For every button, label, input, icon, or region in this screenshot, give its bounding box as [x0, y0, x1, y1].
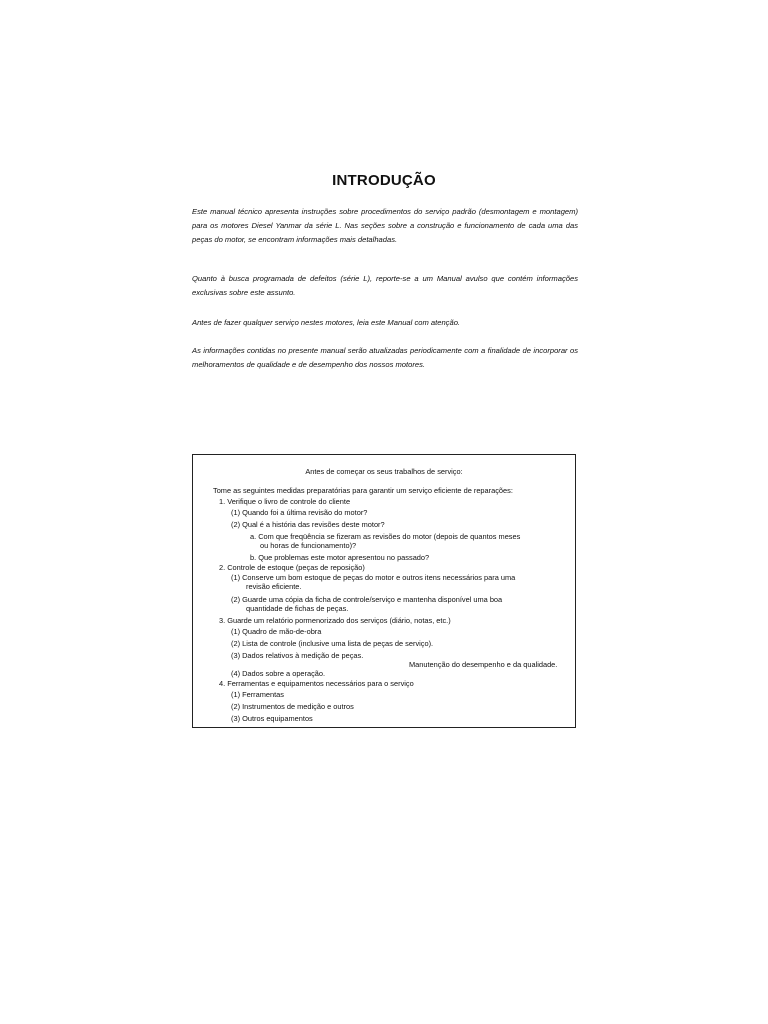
intro-paragraph-3: Antes de fazer qualquer serviço nestes motores, leia este Manual com atenção. [192, 318, 461, 327]
section-4-title: 4. Ferramentas e equipamentos necessários para o serviço [219, 679, 414, 688]
section-4-item-2: (2) Instrumentos de medição e outros [231, 702, 354, 711]
section-4-item-3: (3) Outros equipamentos [231, 714, 313, 723]
section-3-title: 3. Guarde um relatório pormenorizado dos serviços (diário, notas, etc.) [219, 616, 451, 625]
preparation-box [192, 454, 576, 728]
section-2-item-1-line-1: (1) Conserve um bom estoque de peças do motor e outros itens necessários para uma [231, 573, 516, 582]
box-intro: Tome as seguintes medidas preparatórias para garantir um serviço eficiente de reparações: [213, 486, 513, 495]
section-3-item-4: (4) Dados sobre a operação. [231, 669, 326, 678]
section-2-item-2-line-2: quantidade de fichas de peças. [246, 604, 349, 613]
box-heading: Antes de começar os seus trabalhos de serviço: [305, 467, 463, 476]
intro-paragraph-2: Quanto à busca programada de defeitos (série L), reporte-se a um Manual avulso que contém informações exclusivas sobre este assunto. [192, 274, 578, 297]
section-3-item-2: (2) Lista de controle (inclusive uma lista de peças de serviço). [231, 639, 434, 648]
section-1-item-2: (2) Qual é a história das revisões deste motor? [231, 520, 385, 529]
intro-paragraph-4: As informações contidas no presente manual serão atualizadas periodicamente com a finalidade de incorporar os melhoramentos de qualidade e de desempenho dos nossos motores. [192, 346, 578, 369]
section-1-title: 1. Verifique o livro de controle do cliente [219, 497, 351, 506]
section-3-note: Manutenção do desempenho e da qualidade. [409, 660, 558, 669]
section-3-item-3: (3) Dados relativos à medição de peças. [231, 651, 364, 660]
section-1-item-2a-line-2: ou horas de funcionamento)? [260, 541, 357, 550]
section-1-item-1: (1) Quando foi a última revisão do motor? [231, 508, 368, 517]
section-2-item-2-line-1: (2) Guarde uma cópia da ficha de controle/serviço e mantenha disponível uma boa [231, 595, 503, 604]
section-1-item-2b: b. Que problemas este motor apresentou no passado? [250, 553, 430, 562]
page-title: INTRODUÇÃO [332, 172, 436, 189]
section-2-item-1-line-2: revisão eficiente. [246, 582, 302, 591]
section-1-item-2a-line-1: a. Com que freqüência se fizeram as revisões do motor (depois de quantos meses [250, 532, 521, 541]
section-4-item-1: (1) Ferramentas [231, 690, 284, 699]
intro-paragraph-1: Este manual técnico apresenta instruções sobre procedimentos do serviço padrão (desmontagem e montagem) para os motores Diesel Yanmar da série L. Nas seções sobre a construção e funcionamento de cada uma das peças do motor, se encontram informações mais detalhadas. [192, 207, 578, 244]
section-2-title: 2. Controle de estoque (peças de reposição) [219, 563, 365, 572]
section-3-item-1: (1) Quadro de mão-de-obra [231, 627, 322, 636]
